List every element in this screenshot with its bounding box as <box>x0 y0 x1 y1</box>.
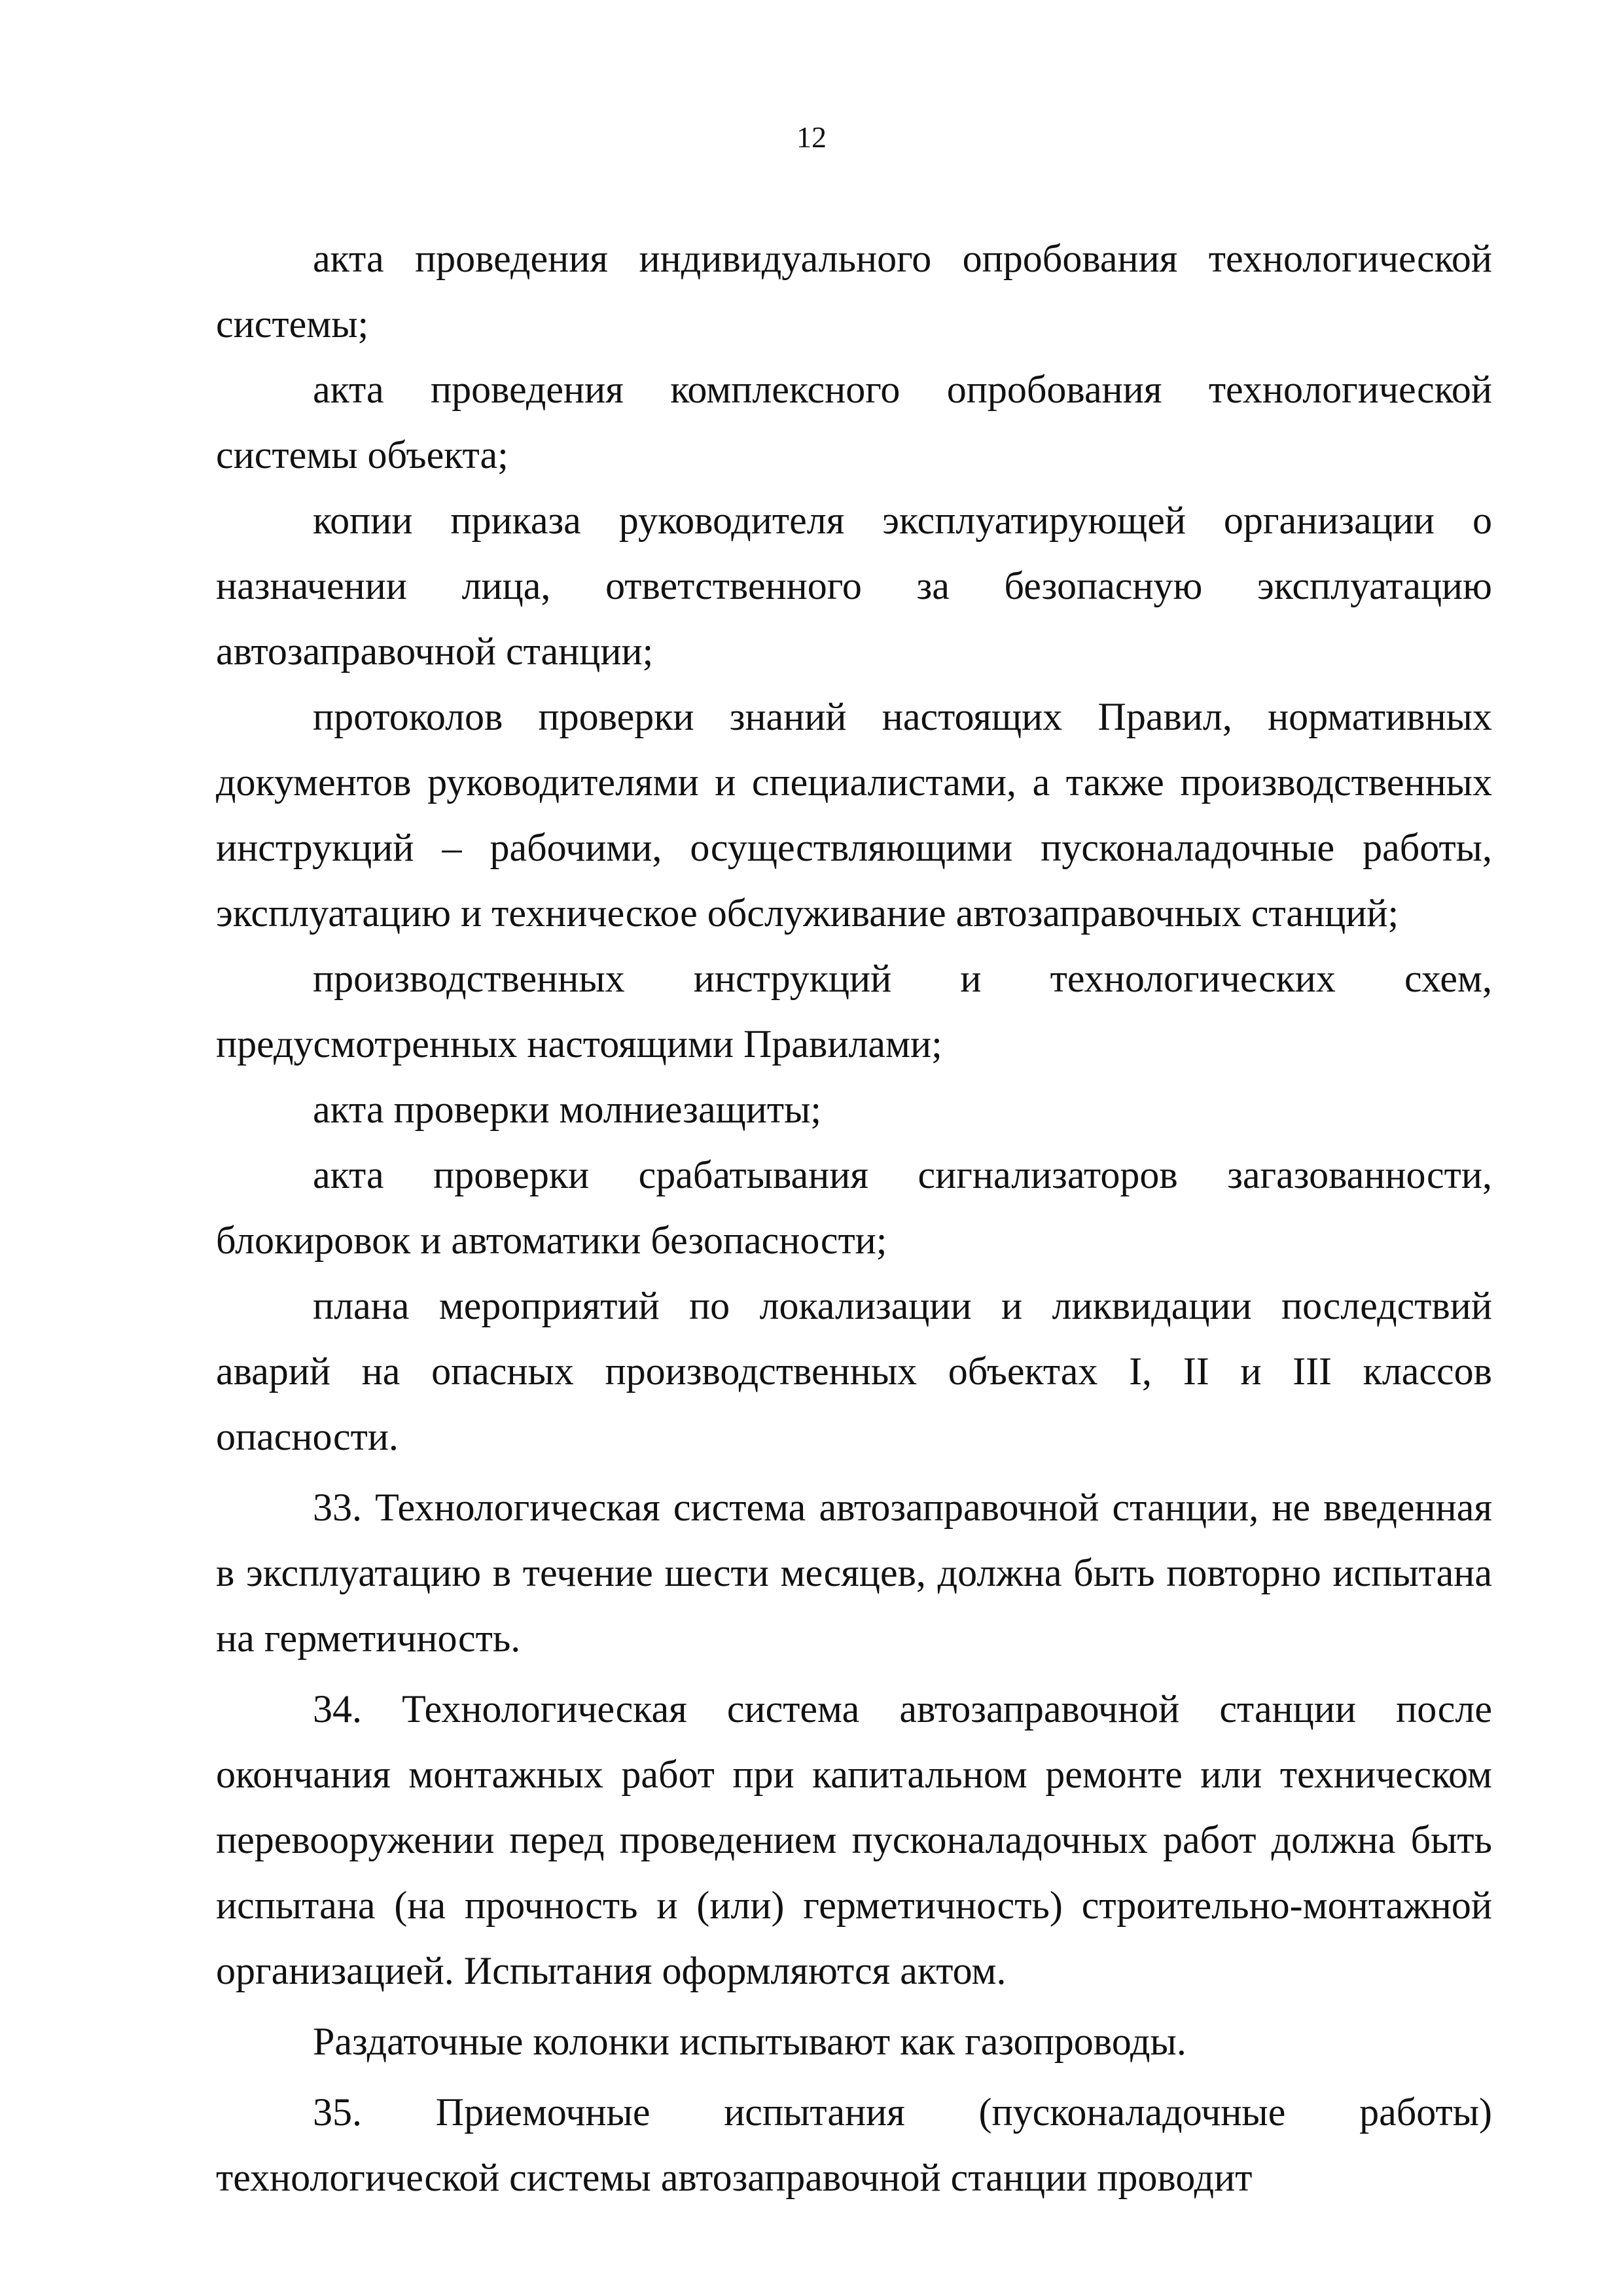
document-body <box>216 226 1492 2210</box>
list-item-gas-alarm-check: акта проверки срабатывания сигнализаторов загазованности, блокировок и автоматики безопасности; <box>216 1153 1492 1262</box>
clause-33: 33. Технологическая система автозаправочной станции, не введенная в эксплуатацию в течение шести месяцев, должна быть повторно испытана на герметичность. <box>216 1486 1492 1660</box>
dispensers-note: Раздаточные колонки испытывают как газопроводы. <box>313 2020 1186 2063</box>
list-item-knowledge-protocols: протоколов проверки знаний настоящих Правил, нормативных документов руководителями и специалистами, а также производственных инструкций – рабочими, осуществляющими пусконаладочные работы, эксплуатацию и техническое обслуживание автозаправочных станций; <box>216 695 1492 935</box>
list-item-accident-plan: плана мероприятий по локализации и ликвидации последствий аварий на опасных производственных объектах I, II и III классов опасности. <box>216 1284 1492 1458</box>
page-number: 12 <box>796 120 827 154</box>
clause-35: 35. Приемочные испытания (пусконаладочные работы) технологической системы автозаправочной станции проводит <box>216 2090 1492 2199</box>
clause-34: 34. Технологическая система автозаправочной станции после окончания монтажных работ при капитальном ремонте или техническом перевооружении перед проведением пусконаладочных работ должна быть испытана (на прочность и (или) герметичность) строительно-монтажной организацией. Испытания оформляются актом. <box>216 1687 1492 1992</box>
list-item-order-copy: копии приказа руководителя эксплуатирующей организации о назначении лица, ответственного за безопасную эксплуатацию автозаправочной станции; <box>216 499 1492 673</box>
list-item-instructions-schemes: производственных инструкций и технологических схем, предусмотренных настоящими Правилами; <box>216 957 1492 1066</box>
list-item-act-individual-testing: акта проведения индивидуального опробования технологической системы; <box>216 237 1492 346</box>
list-item-lightning-protection: акта проверки молниезащиты; <box>313 1088 822 1131</box>
list-item-act-complex-testing: акта проведения комплексного опробования технологической системы объекта; <box>216 368 1492 476</box>
